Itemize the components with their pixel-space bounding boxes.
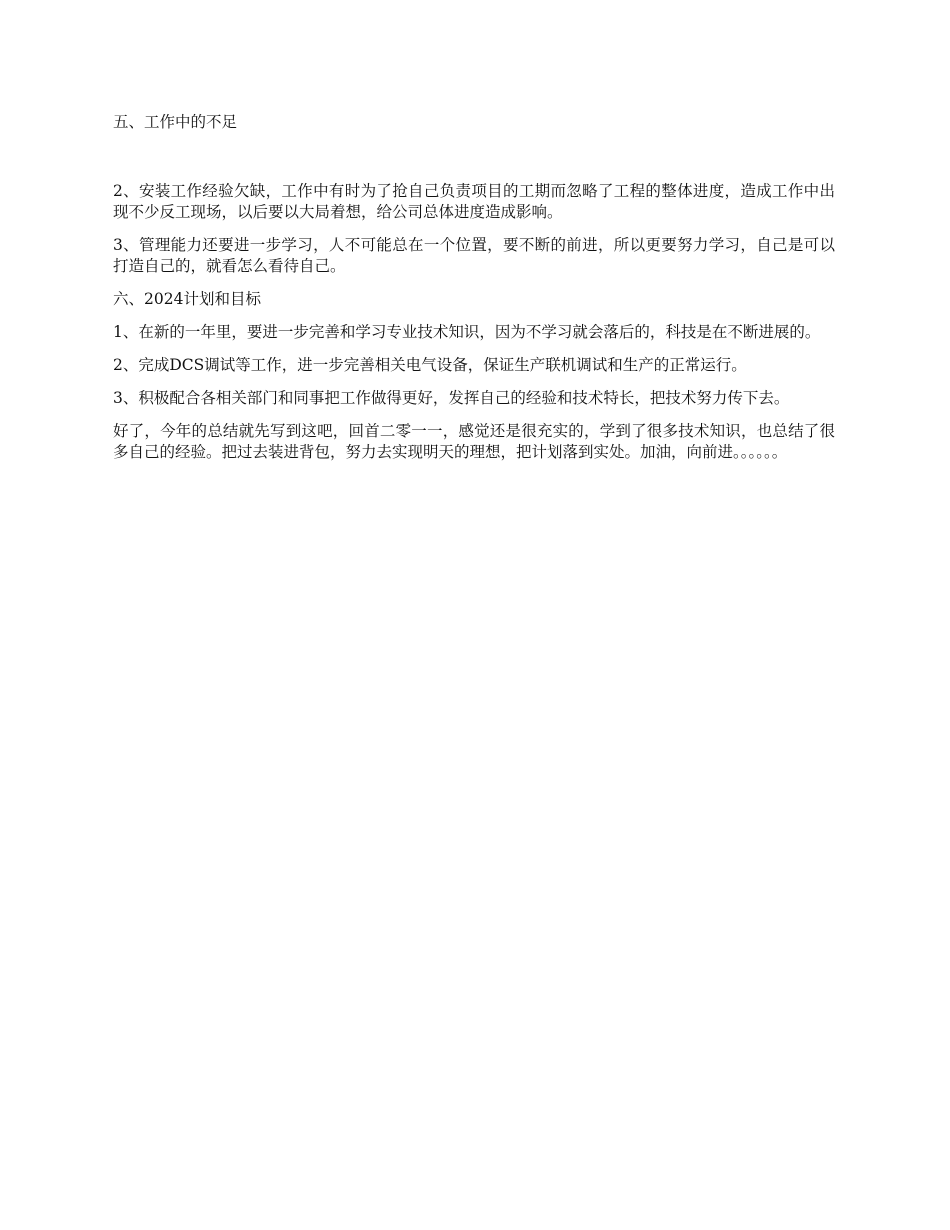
section-five-item-3: 3、管理能力还要进一步学习，人不可能总在一个位置，要不断的前进，所以更要努力学习，自己是可以打造自己的，就看怎么看待自己。: [113, 236, 835, 275]
section-five-heading: 五、工作中的不足: [113, 113, 238, 131]
blank-spacer: [113, 133, 835, 181]
section-six-item-3: 3、积极配合各相关部门和同事把工作做得更好，发挥自己的经验和技术特长，把技术努力传下去。: [113, 389, 790, 407]
section-six-item-2: 2、完成DCS调试等工作，进一步完善相关电气设备，保证生产联机调试和生产的正常运行。: [113, 356, 747, 374]
document-body: [113, 112, 835, 475]
closing-paragraph: 好了，今年的总结就先写到这吧，回首二零一一，感觉还是很充实的，学到了很多技术知识，也总结了很多自己的经验。把过去装进背包，努力去实现明天的理想，把计划落到实处。加油，向前进。。。。。。: [113, 422, 835, 461]
section-five-item-2: 2、安装工作经验欠缺，工作中有时为了抢自己负责项目的工期而忽略了工程的整体进度，造成工作中出现不少反工现场，以后要以大局着想，给公司总体进度造成影响。: [113, 182, 835, 221]
section-six-heading: 六、2024计划和目标: [113, 290, 261, 308]
section-six-item-1: 1、在新的一年里，要进一步完善和学习专业技术知识，因为不学习就会落后的，科技是在不断进展的。: [113, 323, 821, 341]
